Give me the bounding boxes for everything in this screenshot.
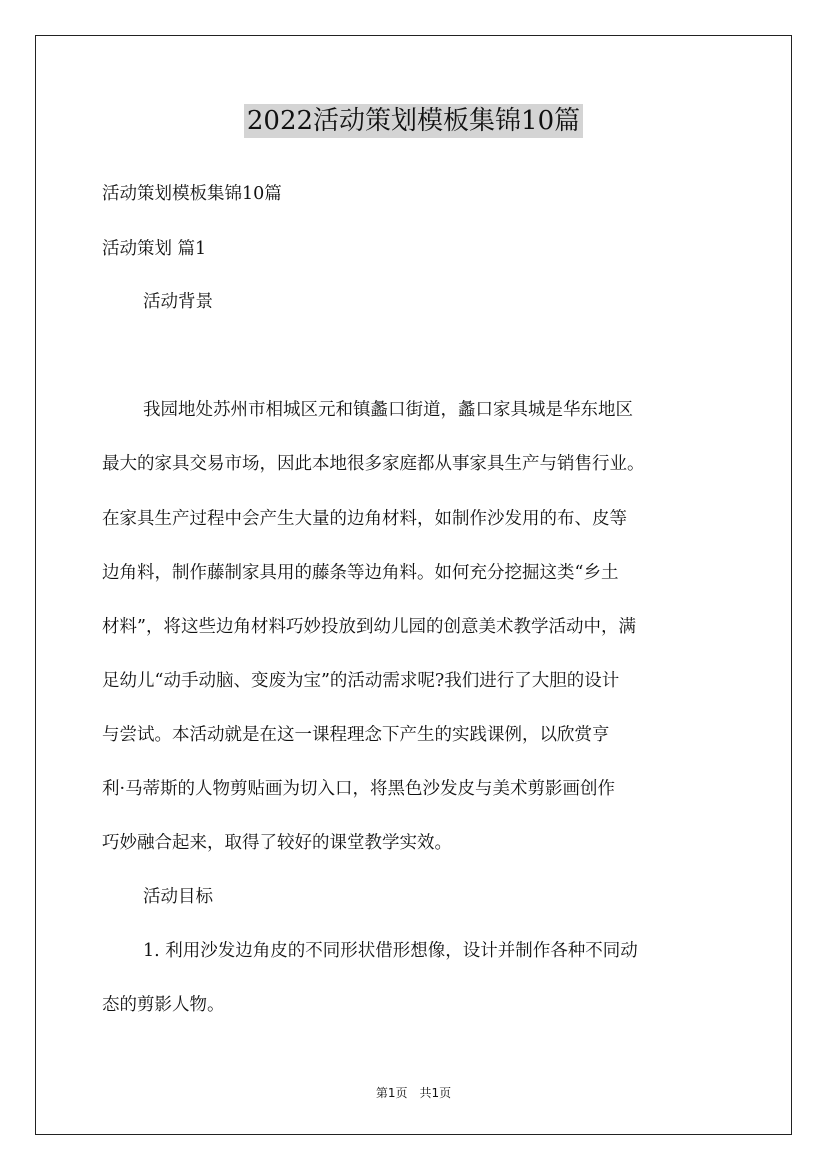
background-line-6: 足幼儿“动手动脑、变废为宝”的活动需求呢?我们进行了大胆的设计 bbox=[102, 671, 620, 691]
background-line-4: 边角料，制作藤制家具用的藤条等边角料。如何充分挖掘这类“乡土 bbox=[102, 563, 619, 583]
background-line-2: 最大的家具交易市场，因此本地很多家庭都从事家具生产与销售行业。 bbox=[102, 454, 645, 474]
document-title bbox=[0, 103, 827, 139]
background-line-8: 利·马蒂斯的人物剪贴画为切入口，将黑色沙发皮与美术剪影画创作 bbox=[102, 779, 616, 799]
goal-line-2: 态的剪影人物。 bbox=[102, 995, 225, 1015]
background-line-5: 材料”，将这些边角材料巧妙投放到幼儿园的创意美术教学活动中，满 bbox=[102, 617, 636, 637]
document-subtitle: 活动策划模板集锦10篇 bbox=[102, 184, 282, 204]
background-line-3: 在家具生产过程中会产生大量的边角材料，如制作沙发用的布、皮等 bbox=[102, 509, 627, 529]
background-line-7: 与尝试。本活动就是在这一课程理念下产生的实践课例，以欣赏亨 bbox=[102, 725, 610, 745]
section-heading: 活动策划 篇1 bbox=[102, 239, 207, 259]
background-heading: 活动背景 bbox=[143, 292, 213, 312]
page-footer: 第1页 共1页 bbox=[375, 1086, 452, 1100]
document-title-text: 2022活动策划模板集锦10篇 bbox=[244, 104, 583, 138]
background-line-9: 巧妙融合起来，取得了较好的课堂教学实效。 bbox=[102, 833, 452, 853]
goals-heading: 活动目标 bbox=[143, 887, 213, 907]
background-line-1: 我园地处苏州市相城区元和镇蠡口街道，蠡口家具城是华东地区 bbox=[143, 400, 633, 420]
goal-line-1: 1. 利用沙发边角皮的不同形状借形想像，设计并制作各种不同动 bbox=[143, 941, 638, 961]
